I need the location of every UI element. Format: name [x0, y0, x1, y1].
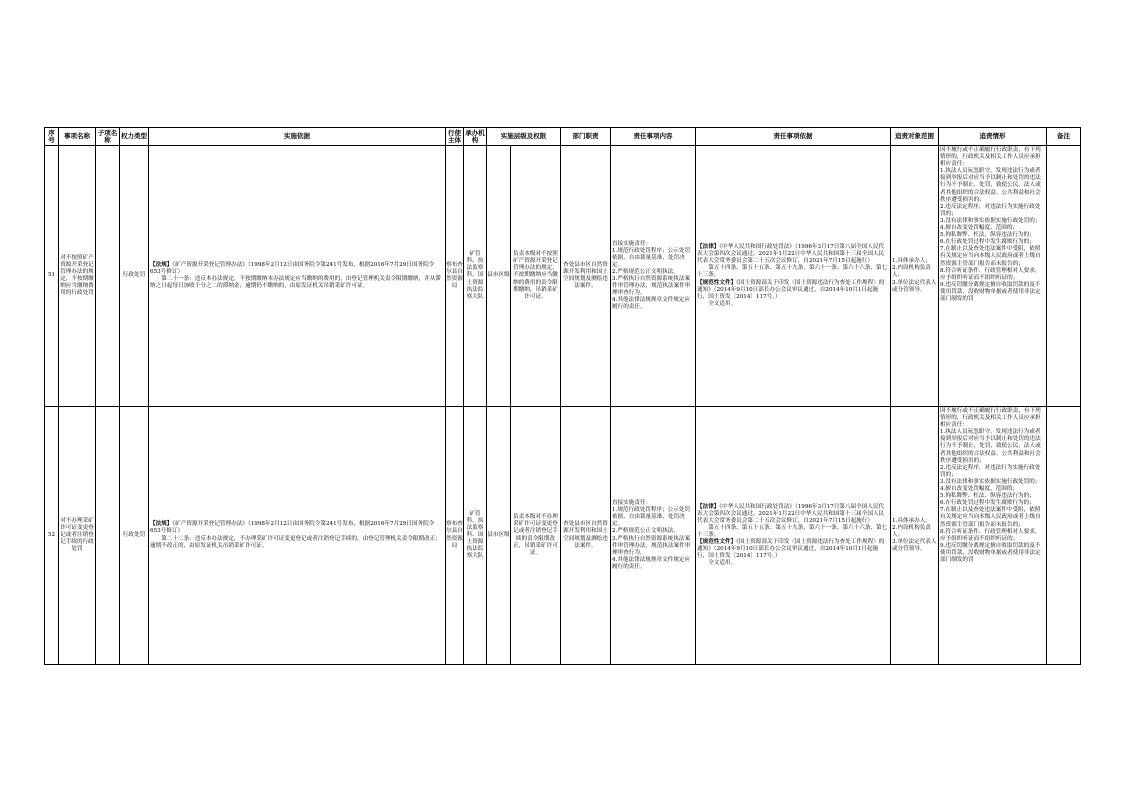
row-level-duty: 负责本级对不按照矿产资源开采登记管理办法的规定，不按期缴纳应当缴纳的费用的责令限期缴纳，吊销采矿许可证。 — [511, 146, 561, 407]
row-accountability-cases: 因不履行或不正确履行行政职责，有下列情形的，行政机关及相关工作人员应承担相应责任： 1.执法人员玩忽职守，发现违法行为或者接到举报后对应当予以制止和处罚的违法行为不予制止、处罚，致使公民、法人或者其他组织的合法权益、公共利益和社会秩序遭受损害的； 2.违反法定程序，对违法行为实施行政处罚的； 3.没有法律和事实依据实施行政处罚的； 4.擅自改变处罚幅度、范围的； 5.徇私舞弊、枉法、纵容违法行为的； 6.在行政处罚过程中发生腐败行为的； 7.在制止以及查处违法案件中受阻，依照有关规定应当向本级人民政府或者上级自然资源主管部门报告而未报告的； 8.符合听证条件、行政管理相对人要求，应予组织听证而不组织听证的； 9.违反罚缴分离规定擅自收取罚款的及不使用罚款、没收财物单据或者使用非法定部门制发的罚 — [939, 146, 1047, 407]
resp-basis-text-law: 《中华人民共和国行政处罚法》（1996年3月17日第八届全国人民代表大会第四次会议通过，2021年1月22日中华人民共和国第十三届全国人民代表大会常务委员会第二十五次会议修订，自2021年7月15日起施行） 第五十四条、第五十五条、第五十九条、第六十一条、第六十六条、第七十三条。 — [697, 503, 888, 538]
header-basis: 实施依据 — [149, 128, 446, 146]
row-accountability-scope: 1.具体承办人； 2.内设机构负责人； 3.单位法定代表人或分管领导。 — [891, 146, 939, 407]
resp-basis-text-norm: 《国土资源部关于印发〈国土资源违法行为查处工作规程〉的通知》（2014年9月10日部长办公会议审议通过，自2014年10月1日起施行，国土资发〔2014〕117号。） 全文适用。 — [697, 279, 885, 307]
basis-text: 《矿产资源开采登记管理办法》（1998年2月12日由国务院令第241号发布，根据2016年7月29日国务院令653号修订） 第二十二条：违反本办法规定，不办理采矿许可证变更登记或者注销登记手续的，由登记管理机关责令限期改正；逾期不改正的，由原发证机关吊销采矿许可证。 — [150, 521, 441, 549]
row-exec-subject: 察布查尔县自然资源局 — [446, 146, 464, 407]
header-sub-item-name: 子项名称 — [96, 128, 120, 146]
row-seq: 51 — [45, 146, 59, 407]
header-remarks: 备注 — [1047, 128, 1081, 146]
row-dept-duty: 查处县市区自然资源开发利用和国土空间规划及测绘违法案件。 — [561, 146, 611, 407]
row-resp-basis — [696, 407, 891, 665]
table-row — [45, 146, 1081, 407]
basis-text: 《矿产资源开采登记管理办法》（1998年2月12日由国务院令第241号发布，根据2016年7月29日国务院令653号修订） 第二十一条：违反本办法规定，不按期缴纳本办法规定应当缴纳的费用的，由登记管理机关责令限期缴纳，并从滞纳之日起每日加收千分之二的滞纳金；逾期仍不缴纳的，由原发证机关吊销采矿许可证。 — [150, 261, 441, 290]
header-undertaker: 承办机构 — [465, 128, 485, 144]
row-basis — [149, 407, 446, 665]
basis-tag: 【法规】 — [150, 521, 173, 528]
resp-basis-tag-norm: 【规范性文件】 — [697, 539, 737, 546]
header-level: 实施层级及权限 — [487, 128, 561, 146]
row-basis — [149, 146, 446, 407]
resp-basis-tag-norm: 【规范性文件】 — [697, 279, 737, 286]
row-resp-basis — [696, 146, 891, 407]
row-exec-subject: 察布查尔县自然资源局 — [446, 407, 464, 665]
row-sub-item-name — [96, 407, 120, 665]
row-power-type: 行政处罚 — [120, 146, 149, 407]
row-accountability-cases: 因不履行或不正确履行行政职责，有下列情形的，行政机关及相关工作人员应承担相应责任： 1.执法人员玩忽职守，发现违法行为或者接到举报后对应当予以制止和处罚的违法行为不予制止、处罚，致使公民、法人或者其他组织的合法权益、公共利益和社会秩序遭受损害的； 2.违反法定程序，对违法行为实施行政处罚的； 3.没有法律和事实依据实施行政处罚的； 4.擅自改变处罚幅度、范围的； 5.徇私舞弊、枉法、纵容违法行为的； 6.在行政处罚过程中发生腐败行为的； 7.在制止以及查处违法案件中受阻，依照有关规定应当向本级人民政府或者上级自然资源主管部门报告而未报告的； 8.符合听证条件、行政管理相对人要求，应予组织听证而不组织听证的； 9.违反罚缴分离规定擅自收取罚款的及不使用罚款、没收财物单据或者使用非法定部门制发的罚 — [939, 407, 1047, 665]
row-remarks — [1047, 407, 1081, 665]
row-undertaker: 矿管科、执法监察科、国土资源执法监察大队 — [464, 146, 487, 407]
row-sub-item-name — [96, 146, 120, 407]
row-resp-content: 直接实施责任： 1.规范行政处罚程序；公示处罚依据、自由裁量基准，处罚决定。 2.严格规范公正文明执法。 3.严格执行自然资源系统执法案件审管理办法，规范执法案件审理审查行为。 4.其他法律法规规章文件规定应履行的责任。 — [611, 407, 696, 665]
row-resp-content: 直接实施责任： 1.规范行政处罚程序；公示处罚依据、自由裁量基准，处罚决定。 2.严格规范公正文明执法。 3.严格执行自然资源系统执法案件审管理办法，规范执法案件审理审查行为。 4.其他法律法规规章文件规定应履行的责任。 — [611, 146, 696, 407]
power-list-table — [44, 127, 1081, 665]
resp-basis-text-law: 《中华人民共和国行政处罚法》（1996年3月17日第八届全国人民代表大会第四次会议通过，2021年1月22日中华人民共和国第十三届全国人民代表大会常务委员会第二十五次会议修订，自2021年7月15日起施行） 第五十四条、第五十五条、第五十九条、第六十一条、第六十六条、第七十三条。 — [697, 244, 888, 279]
row-undertaker: 矿管科、执法监察科、国土资源执法监察大队 — [464, 407, 487, 665]
header-accountability-scope: 追责对象范围 — [891, 128, 939, 146]
row-seq: 52 — [45, 407, 59, 665]
resp-basis-text-norm: 《国土资源部关于印发〈国土资源违法行为查处工作规程〉的通知》（2014年9月10日部长办公会议审议通过，自2014年10月1日起施行，国土资发〔2014〕117号。） 全文适用。 — [697, 539, 885, 567]
header-exec-subject: 行使主体 — [446, 128, 464, 146]
row-item-name: 对不按照矿产资源开采登记管理办法的规定，不按期缴纳应当缴纳费用的行政处罚 — [59, 146, 96, 407]
row-level: 县市区级 — [487, 146, 511, 407]
header-resp-basis: 责任事项依据 — [696, 128, 891, 146]
header-seq: 序号 — [45, 128, 59, 146]
header-dept-duty: 部门职责 — [561, 128, 611, 146]
header-resp-content: 责任事项内容 — [611, 128, 696, 146]
resp-basis-tag-law: 【法律】 — [697, 503, 720, 510]
row-item-name: 对不办理采矿许可证变更登记或者注销登记手续的行政处罚 — [59, 407, 96, 665]
table-row — [45, 407, 1081, 665]
header-item-name: 事项名称 — [59, 128, 96, 146]
header-accountability-cases: 追责情形 — [939, 128, 1047, 146]
row-level: 县市区级 — [487, 407, 511, 665]
basis-tag: 【法规】 — [150, 261, 173, 268]
row-level-duty: 负责本级对不办理采矿许可证变更登记或者注销登记手续的责令限期改正，吊销采矿许可证。 — [511, 407, 561, 665]
row-power-type: 行政处罚 — [120, 407, 149, 665]
row-dept-duty: 查处县市区自然资源开发利用和国土空间规划及测绘违法案件。 — [561, 407, 611, 665]
row-remarks — [1047, 146, 1081, 407]
header-row — [45, 128, 1081, 146]
row-accountability-scope: 1.具体承办人； 2.内设机构负责人； 3.单位法定代表人或分管领导。 — [891, 407, 939, 665]
header-power-type: 权力类型 — [120, 128, 149, 146]
resp-basis-tag-law: 【法律】 — [697, 244, 720, 251]
